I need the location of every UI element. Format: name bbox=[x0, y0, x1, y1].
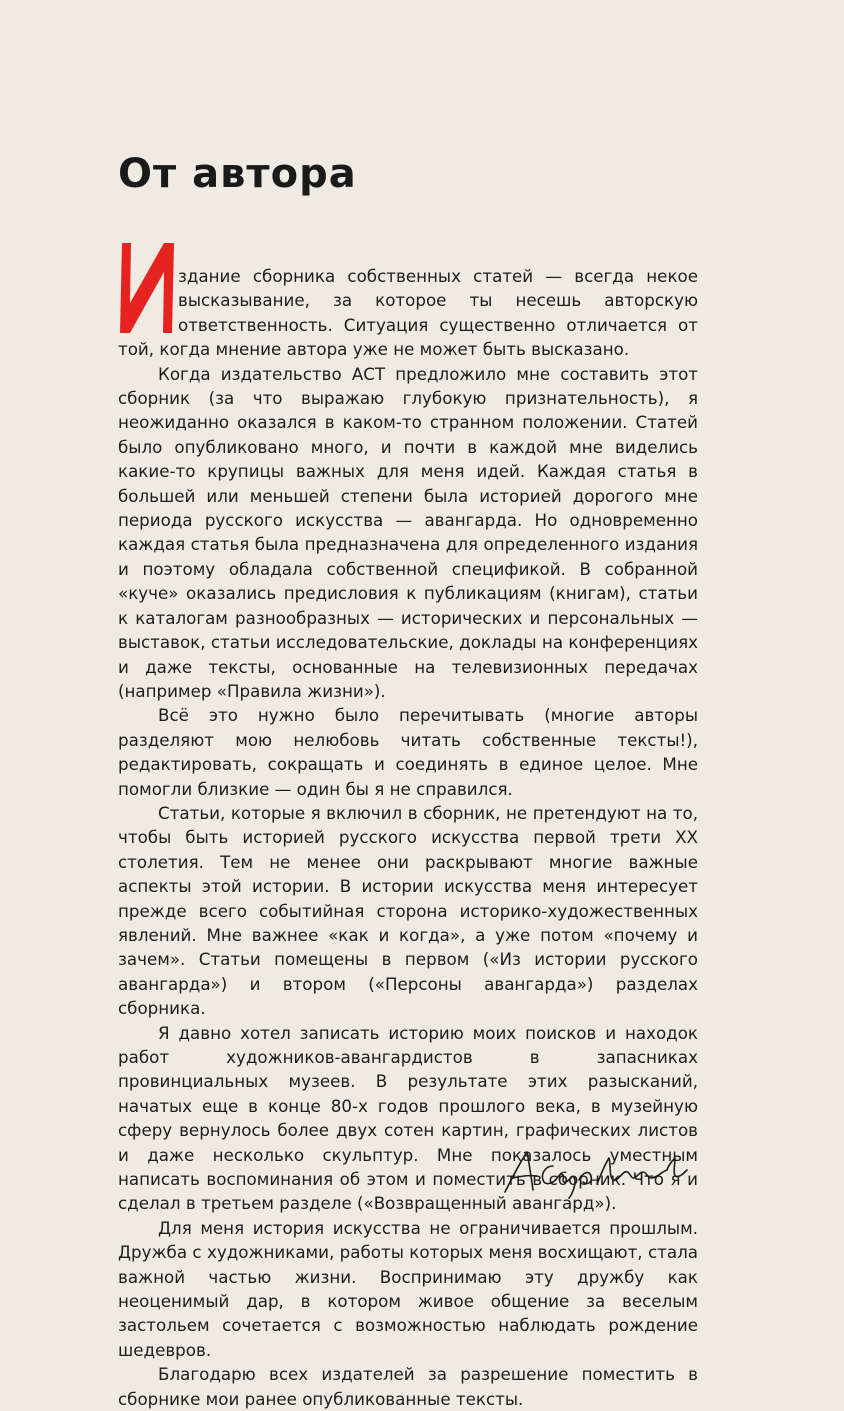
paragraph-2: Когда издательство АСТ предложило мне составить этот сборник (за что выражаю глубокую признательность), я неожиданно оказался в каком-то странном положении. Статей было опубликовано много, и почти в каждой мне виделись какие-то крупицы важных для меня идей. Каждая статья в большей или меньшей степени была историей дорогого мне периода русского искусства — авангарда. Но одновременно каждая статья была предназначена для определенного издания и поэтому обладала собственной спецификой. В собранной «куче» оказались предисловия к публикациям (книгам), статьи к каталогам разнообразных — исторических и персональных — выставок, статьи исследовательские, доклады на конференциях и даже тексты, основанные на телевизионных передачах (например «Правила жизни»). bbox=[118, 363, 698, 701]
article-body bbox=[118, 264, 698, 1411]
page-title: От автора bbox=[118, 151, 357, 197]
signature-icon bbox=[497, 1144, 697, 1204]
paragraph-5: Я давно хотел записать историю моих поисков и находок работ художников-авангардистов в запасниках провинциальных музеев. В результате этих разысканий, начатых еще в конце 80-х годов прошлого века, в музейную сферу вернулось более двух сотен картин, графических листов и даже несколько скульптур. Мне показалось уместным написать воспоминания об этом и поместить в сборник. Что я и сделал в третьем разделе («Возвращенный авангард»). bbox=[118, 1022, 698, 1214]
paragraph-text: здание сборника собственных статей — всегда некое высказывание, за которое ты несешь авторскую ответственность. Ситуация существенно отличается от той, когда мнение автора уже не может быть высказано. bbox=[118, 266, 698, 360]
paragraph-6: Для меня история искусства не ограничивается прошлым. Дружба с художниками, работы которых меня восхищают, стала важной частью жизни. Воспринимаю эту дружбу как неоценимый дар, в котором живое общение за веселым застольем сочетается с возможностью наблюдать рождение шедевров. bbox=[118, 1217, 698, 1360]
drop-cap-letter bbox=[118, 243, 174, 333]
paragraph-4: Статьи, которые я включил в сборник, не претендуют на то, чтобы быть историей русского искусства первой трети XX столетия. Тем не менее они раскрывают многие важные аспекты этой истории. В истории искусства меня интересует прежде всего событийная сторона историко-художественных явлений. Мне важнее «как и когда», а уже потом «почему и зачем». Статьи помещены в первом («Из истории русского авангарда») и втором («Персоны авангарда») разделах сборника. bbox=[118, 802, 698, 1019]
paragraph-7: Благодарю всех издателей за разрешение поместить в сборнике мои ранее опубликованные тексты. bbox=[118, 1364, 698, 1409]
paragraph-1 bbox=[118, 264, 698, 362]
paragraph-3: Всё это нужно было перечитывать (многие авторы разделяют мою нелюбовь читать собственные тексты!), редактировать, сокращать и соединять в единое целое. Мне помогли близкие — один бы я не справился. bbox=[118, 705, 698, 799]
